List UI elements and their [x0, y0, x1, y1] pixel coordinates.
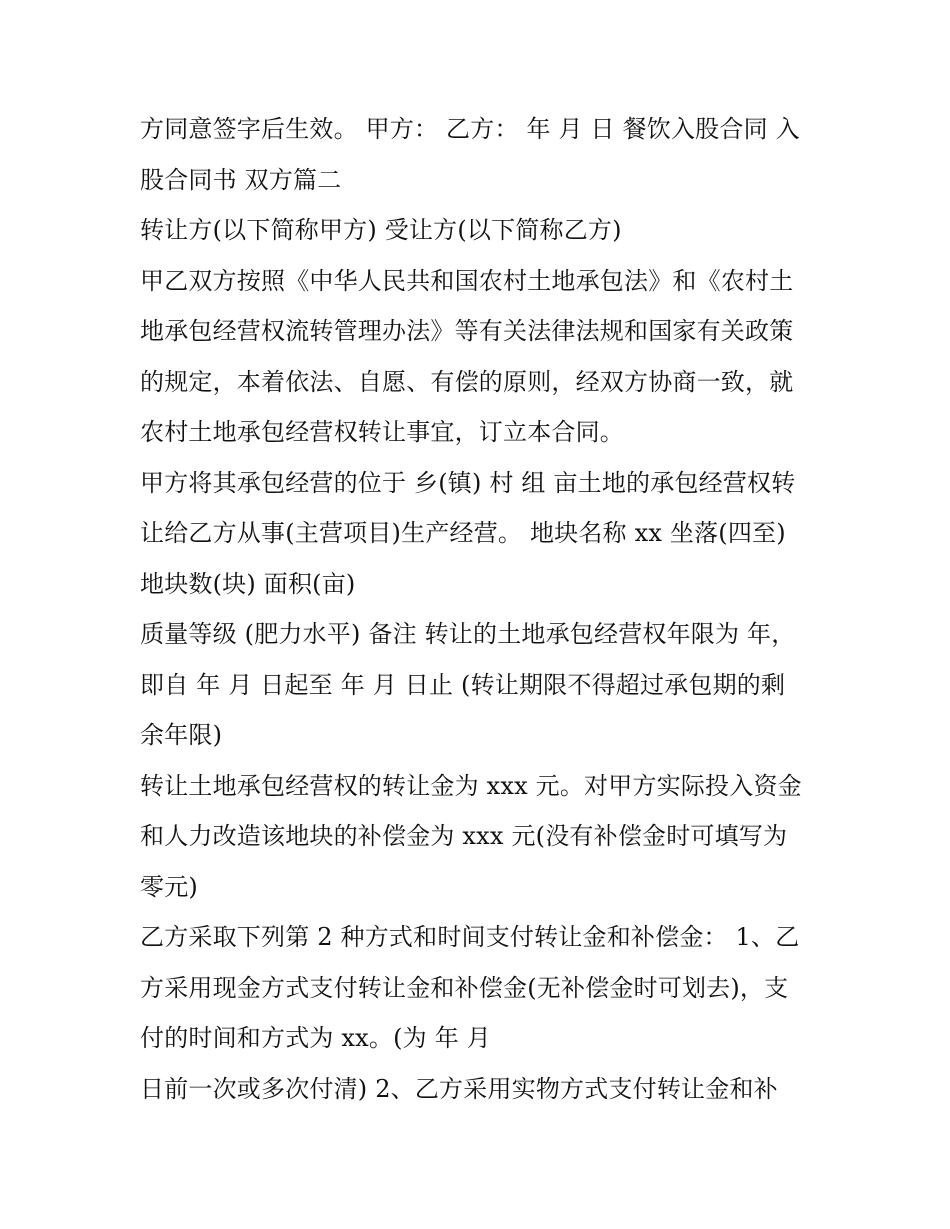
- text-line: 让给乙方从事(主营项目)生产经营。 地块名称 xx 坐落(四至): [140, 519, 786, 547]
- text-line: 转让方(以下简称甲方) 受让方(以下简称乙方): [140, 216, 622, 244]
- text-line: 零元): [140, 872, 198, 901]
- text-line: 方同意签字后生效。 甲方： 乙方： 年 月 日 餐饮入股合同 入: [140, 115, 800, 143]
- text-line: 农村土地承包经营权转让事宜，订立本合同。: [140, 418, 624, 446]
- text-line: 余年限): [140, 721, 223, 749]
- text-line: 和人力改造该地块的补偿金为 xxx 元(没有补偿金时可填写为: [140, 822, 788, 850]
- text-line: 甲乙双方按照《中华人民共和国农村土地承包法》和《农村土: [140, 266, 794, 295]
- text-line: 日前一次或多次付清) 2、乙方采用实物方式支付转让金和补: [140, 1074, 778, 1103]
- document-body: [140, 104, 820, 1114]
- text-line: 股合同书 双方篇二: [140, 165, 342, 194]
- text-line: 地承包经营权流转管理办法》等有关法律法规和国家有关政策: [140, 317, 794, 345]
- text-line: 付的时间和方式为 xx。(为 年 月: [140, 1024, 491, 1052]
- text-line: 即自 年 月 日起至 年 月 日止 (转让期限不得超过承包期的剩: [140, 670, 786, 699]
- text-line: 方采用现金方式支付转让金和补偿金(无补偿金时可划去)，支: [140, 973, 789, 1002]
- text-line: 转让土地承包经营权的转让金为 xxx 元。对甲方实际投入资金: [140, 771, 802, 800]
- text-line: 的规定，本着依法、自愿、有偿的原则，经双方协商一致，就: [140, 367, 794, 396]
- text-line: 地块数(块) 面积(亩): [140, 569, 356, 598]
- text-line: 质量等级 (肥力水平) 备注 转让的土地承包经营权年限为 年，: [140, 620, 796, 648]
- text-line: 甲方将其承包经营的位于 乡(镇) 村 组 亩土地的承包经营权转: [140, 468, 796, 497]
- text-line: 乙方采取下列第 2 种方式和时间支付转让金和补偿金： 1、乙: [140, 923, 800, 951]
